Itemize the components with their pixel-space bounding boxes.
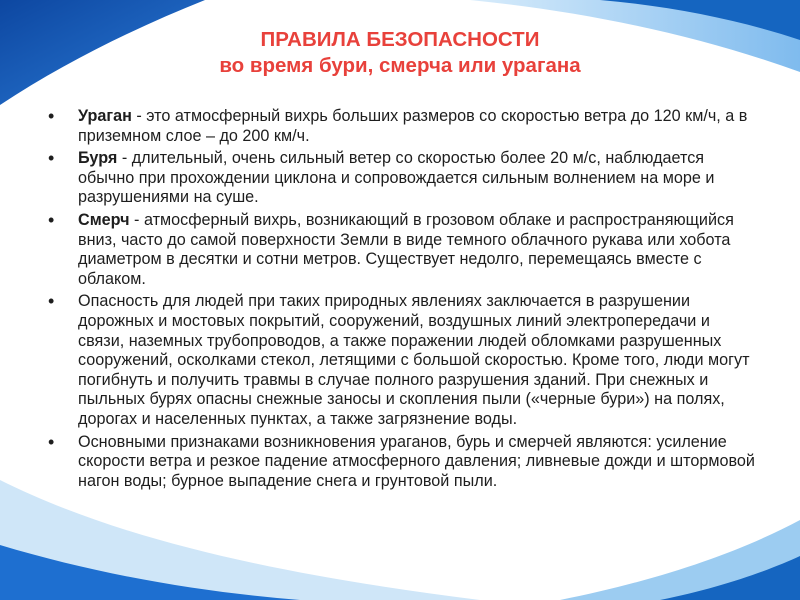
list-item-hurricane (48, 107, 760, 146)
list-item-tornado (48, 211, 760, 289)
danger-text: Опасность для людей при таких природных явлениях заключается в разрушении дорожных и мостовых покрытий, сооружений, воздушных линий электропередачи и связи, наземных трубопроводов, а также поражении людей обломками разрушенных сооружений, осколками стекол, летящими с большой скоростью. Кроме того, люди могут погибнуть и получить травмы в случае полного разрушения зданий. При снежных и пыльных бурях опасны снежные заносы и скопления пыли («черные бури») на полях, дорогах и населенных пунктах, а также загрязнение воды. (78, 292, 750, 428)
definition-hurricane: - это атмосферный вихрь больших размеров со скоростью ветра до 120 км/ч, а в приземном слое – до 200 км/ч. (78, 107, 748, 145)
signs-text: Основными признаками возникновения ураганов, бурь и смерчей являются: усиление скорости ветра и резкое падение атмосферного давления; ливневые дожди и штормовой нагон воды; бурное выпадение снега и грунтовой пыли. (78, 432, 755, 490)
content-body (48, 107, 760, 494)
list-item-storm (48, 149, 760, 208)
term-tornado: Смерч (78, 210, 130, 229)
page-title (0, 27, 800, 79)
definition-storm: - длительный, очень сильный ветер со скоростью более 20 м/с, наблюдается обычно при прохождении циклона и сопровождается сильным волнением на море и разрушениями на суше. (78, 149, 715, 207)
list-item-danger (48, 292, 760, 429)
term-storm: Буря (78, 149, 118, 168)
definition-tornado: - атмосферный вихрь, возникающий в грозовом облаке и распространяющийся вниз, часто до самой поверхности Земли в виде темного облачного рукава или хобота диаметром в десятки и сотни метров. Существует недолго, перемещаясь вместе с облаком. (78, 210, 734, 288)
title-line-1: ПРАВИЛА БЕЗОПАСНОСТИ (260, 28, 540, 51)
term-hurricane: Ураган (78, 107, 132, 125)
title-line-2: во время бури, смерча или урагана (219, 54, 581, 77)
list-item-signs (48, 433, 760, 492)
bullet-list (48, 107, 760, 491)
